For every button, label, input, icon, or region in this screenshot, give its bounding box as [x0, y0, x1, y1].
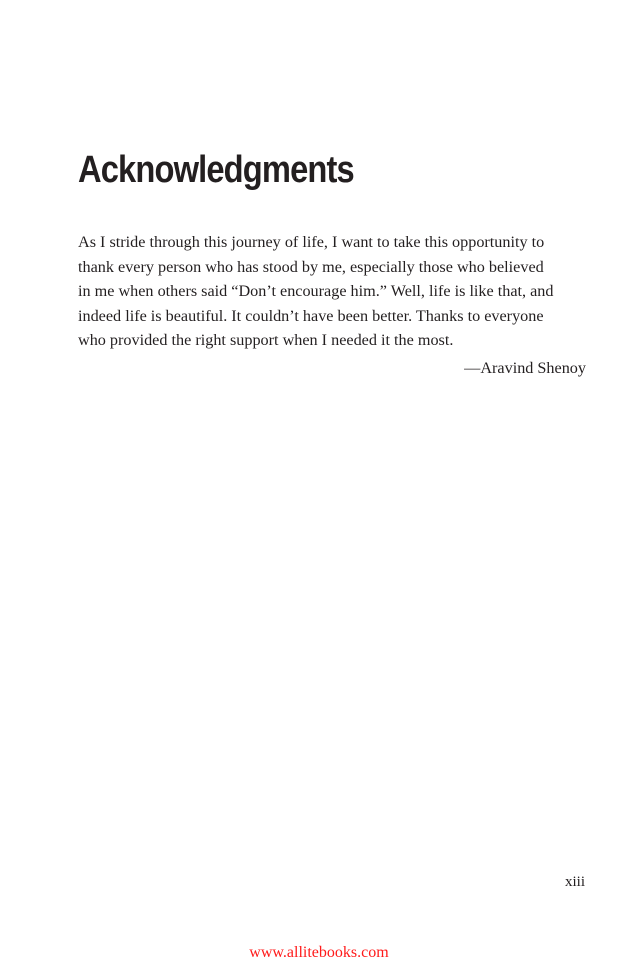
website-link[interactable]: www.allitebooks.com	[249, 944, 389, 961]
page-number: xiii	[564, 874, 585, 890]
paragraph-line: indeed life is beautiful. It couldn’t have been better. Thanks to everyone	[78, 306, 544, 325]
paragraph-line: in me when others said “Don’t encourage him.” Well, life is like that, and	[78, 282, 554, 300]
paragraph-line: As I stride through this journey of life, I want to take this opportunity to	[78, 233, 545, 251]
author-signature: —Aravind Shenoy	[464, 359, 586, 377]
paragraph-line: thank every person who has stood by me, especially those who believed	[78, 257, 544, 276]
paragraph-line: who provided the right support when I needed it the most.	[78, 331, 454, 349]
acknowledgment-paragraph	[78, 230, 598, 353]
page-title: Acknowledgments	[78, 149, 354, 191]
